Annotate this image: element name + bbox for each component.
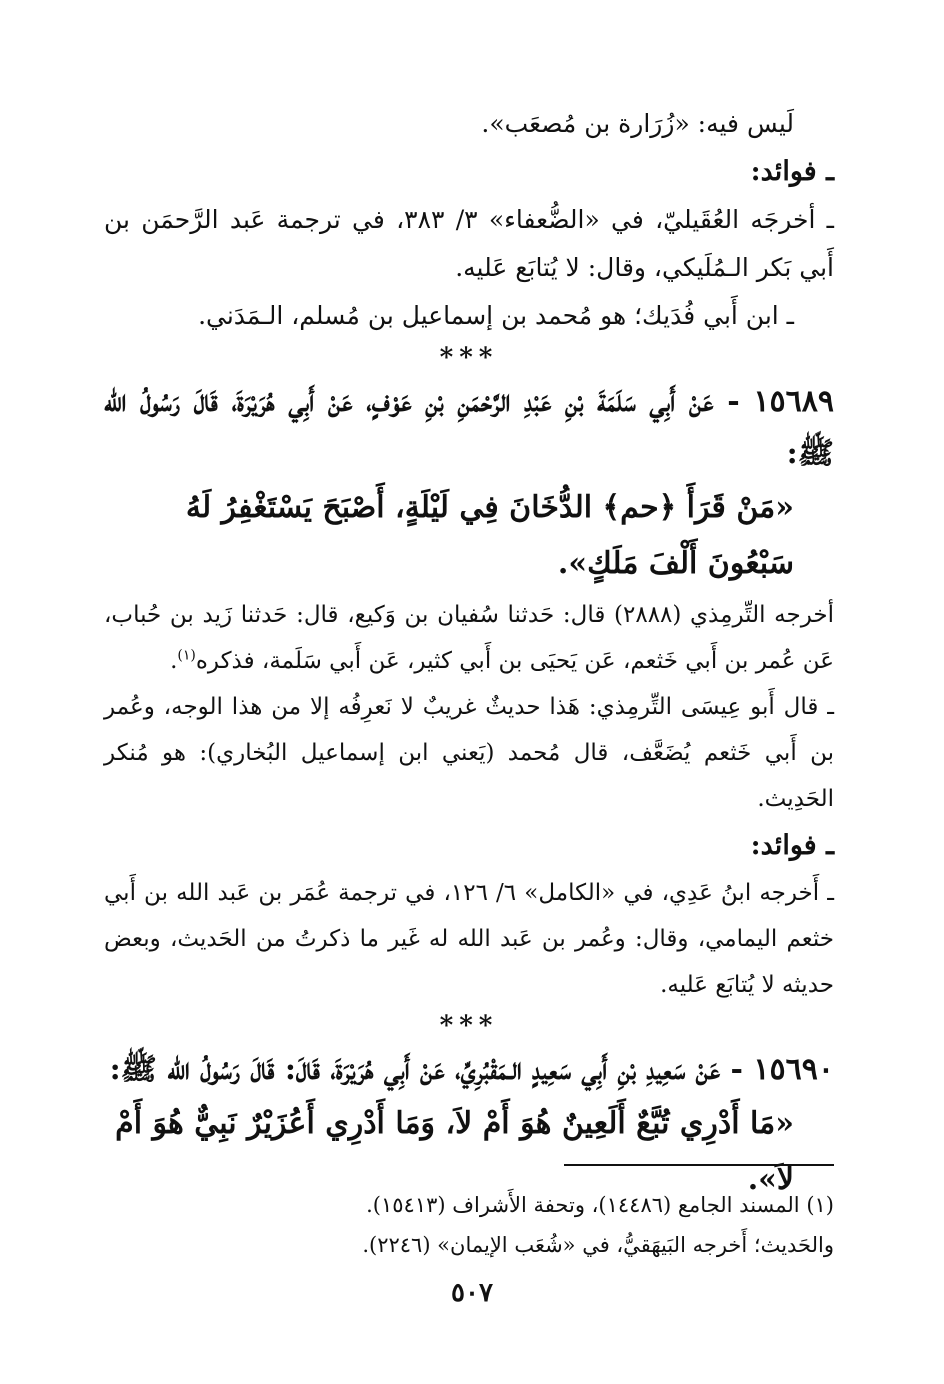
footnote-divider [564,1164,834,1166]
paragraph [104,592,834,684]
paragraph-end: . [170,648,178,674]
paragraph: ـ أخرجَه العُقَيليّ، في «الضُّعفاء» ٣/ ٣٨٣، في ترجمة عَبد الرَّحمَن بن أَبي بَكر الـمُلَيكي، وقال: لا يُتابَع عَليه. [104,205,834,282]
section-heading: ـ فوائد: [750,156,834,187]
separator-stars: *** [439,1011,499,1041]
page-body [104,100,834,1208]
hadith-heading: ١٥٦٩٠ - عَنْ سَعِيدِ بْنِ أَبِي سَعِيدٍ الـمَقْبُرِيِّ، عَنْ أَبِي هُرَيْرَةَ، قَالَ: قَالَ رَسُولُ الله ﷺ: [109,1052,834,1087]
hadith-heading: ١٥٦٨٩ - عَنْ أَبِي سَلَمَةَ بْنِ عَبْدِ الرَّحْمَنِ بْنِ عَوْفٍ، عَنْ أَبِي هُرَيْرَةَ، قَالَ رَسُولُ الله ﷺ: [104,384,834,471]
footnote: والحَديث؛ أَخرجه البَيهَقيُّ، في «شُعَب الإيمان» (٢٢٤٦). [362,1233,834,1257]
footnotes [104,1185,834,1265]
footnote: (١) المسند الجامع (١٤٤٨٦)، وتحفة الأَشراف (١٥٤١٣). [366,1193,834,1217]
text-line: لَيس فيه: «زُرَارة بن مُصعَب». [481,109,794,138]
paragraph: ـ ابن أَبي فُدَيك؛ هو مُحمد بن إسماعيل بن مُسلم، الـمَدَني. [198,301,794,330]
paragraph: ـ قال أَبو عِيسَى التِّرمِذي: هَذا حديثٌ غريبٌ لا نَعرِفُه إلا من هذا الوجه، وعُمر بن أَبي خَثعم يُضَعَّف، قال مُحمد (يَعني ابن إسماعيل البُخاري): هو مُنكر الحَدِيث. [104,694,834,812]
separator-stars: *** [439,343,499,373]
hadith-text: «مَنْ قَرَأَ ﴿حم﴾ الدُّخَانَ فِي لَيْلَةٍ، أَصْبَحَ يَسْتَغْفِرُ لَهُ سَبْعُونَ أَلْفَ مَلَكٍ». [185,490,794,581]
paragraph: ـ أَخرجه ابنُ عَدِي، في «الكامل» ٦/ ١٢٦، في ترجمة عُمَر بن عَبد الله بن أَبي خثعم اليمامي، وقال: وعُمر بن عَبد الله له غَير ما ذكرتُ من الحَديث، وبعض حديثه لا يُتابَع عَليه. [104,880,834,998]
footnote-ref[interactable]: (١) [177,647,196,664]
paragraph-text: أخرجه التِّرمِذي (٢٨٨٨) قال: حَدثنا سُفيان بن وَكيع، قال: حَدثنا زَيد بن حُباب، عَن عُمر بن أَبي خَثعم، عَن يَحيَى بن أَبي كثير، عَن أَبي سَلَمة، فذكره [104,602,834,674]
section-heading: ـ فوائد: [750,830,834,861]
page-number: ٥٠٧ [451,1278,493,1308]
hadith-text: «مَا أَدْرِي تُبَّعٌ أَلَعِينٌ هُوَ أَمْ لاَ، وَمَا أَدْرِي أَعُزَيْرٌ نَبِيٌّ هُوَ أَمْ لاَ». [115,1106,794,1197]
